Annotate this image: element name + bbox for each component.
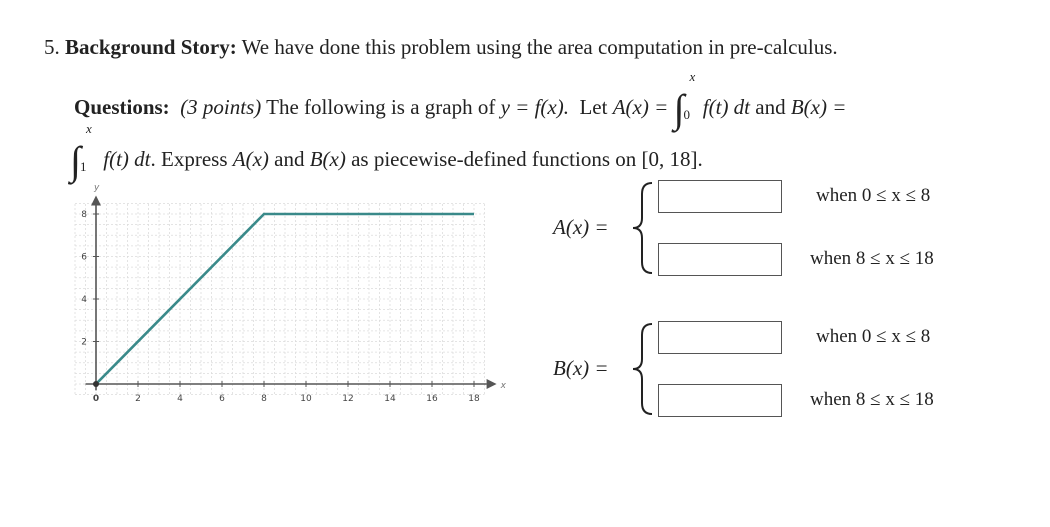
- end-text: as piecewise-defined functions on: [351, 147, 637, 171]
- questions-line: [74, 69, 847, 131]
- y-tick-label: 2: [81, 337, 87, 348]
- y-tick-label: 8: [81, 210, 87, 220]
- ticks: [81, 210, 480, 404]
- a-cond1: when 0 ≤ x ≤ 8: [816, 185, 931, 206]
- express-text: . Express: [150, 147, 228, 171]
- b-piece2-input[interactable]: [658, 384, 782, 417]
- problem-number: 5.: [44, 35, 60, 59]
- a-piece1-input[interactable]: [658, 180, 782, 213]
- a-piecewise-label: A(x) =: [553, 215, 609, 239]
- y-axis-arrow: [91, 196, 101, 206]
- lower-limit: 0: [683, 107, 691, 122]
- a-cond2: when 8 ≤ x ≤ 18: [810, 248, 934, 269]
- b-ref: B(x): [309, 147, 346, 171]
- upper-limit-b: x: [86, 121, 92, 136]
- questions-label: Questions:: [74, 95, 170, 119]
- x-axis-arrow: [487, 379, 497, 389]
- b-cond1: when 0 ≤ x ≤ 8: [816, 326, 931, 347]
- origin-label: 0: [92, 394, 100, 404]
- problem-heading: [44, 35, 838, 60]
- a-def: A(x) =: [612, 95, 669, 119]
- y-tick-label: 4: [81, 295, 87, 305]
- problem-intro: We have done this problem using the area computation in pre-calculus.: [241, 35, 838, 59]
- b-cond2: when 8 ≤ x ≤ 18: [810, 389, 934, 410]
- upper-limit: x: [689, 69, 696, 84]
- let-text: Let: [579, 95, 608, 119]
- integrand-a: f(t) dt: [702, 95, 751, 119]
- b-piecewise-label: B(x) =: [553, 356, 609, 380]
- a-ref: A(x): [232, 147, 269, 171]
- points-label: (3 points): [180, 95, 262, 119]
- function-graph: [60, 178, 510, 410]
- x-tick-label: 12: [342, 394, 354, 404]
- and-text-2: and: [274, 147, 305, 171]
- eq-y: y = f(x).: [500, 95, 569, 119]
- x-tick-label: 16: [426, 394, 438, 404]
- integrand-b: f(t) dt: [103, 147, 151, 171]
- interval: [0, 18].: [641, 147, 703, 171]
- problem-title: Background Story:: [65, 35, 237, 59]
- x-tick-label: 8: [261, 394, 267, 404]
- series: [93, 214, 474, 387]
- a-piece2-input[interactable]: [658, 243, 782, 276]
- x-tick-label: 14: [384, 394, 396, 404]
- x-tick-label: 18: [468, 394, 480, 404]
- lower-limit-b: 1: [80, 159, 87, 174]
- x-tick-label: 6: [219, 394, 225, 404]
- grid: [75, 203, 485, 394]
- x-tick-label: 2: [135, 394, 141, 404]
- integral-sign-b: ∫: [70, 138, 81, 183]
- origin-point: [93, 381, 99, 387]
- y-axis-label: y: [94, 183, 100, 193]
- express-line: [70, 121, 703, 183]
- x-tick-label: 4: [177, 394, 183, 404]
- b-piece1-input[interactable]: [658, 321, 782, 354]
- x-tick-label: 10: [300, 394, 312, 404]
- x-axis-label: x: [500, 381, 506, 391]
- a-brace: [630, 180, 660, 276]
- b-brace: [630, 321, 660, 417]
- y-tick-label: 6: [81, 252, 87, 263]
- b-def: B(x) =: [790, 95, 847, 119]
- integral-sign: ∫: [673, 86, 685, 131]
- question-text: The following is a graph of: [266, 95, 496, 119]
- and-text: and: [755, 95, 786, 119]
